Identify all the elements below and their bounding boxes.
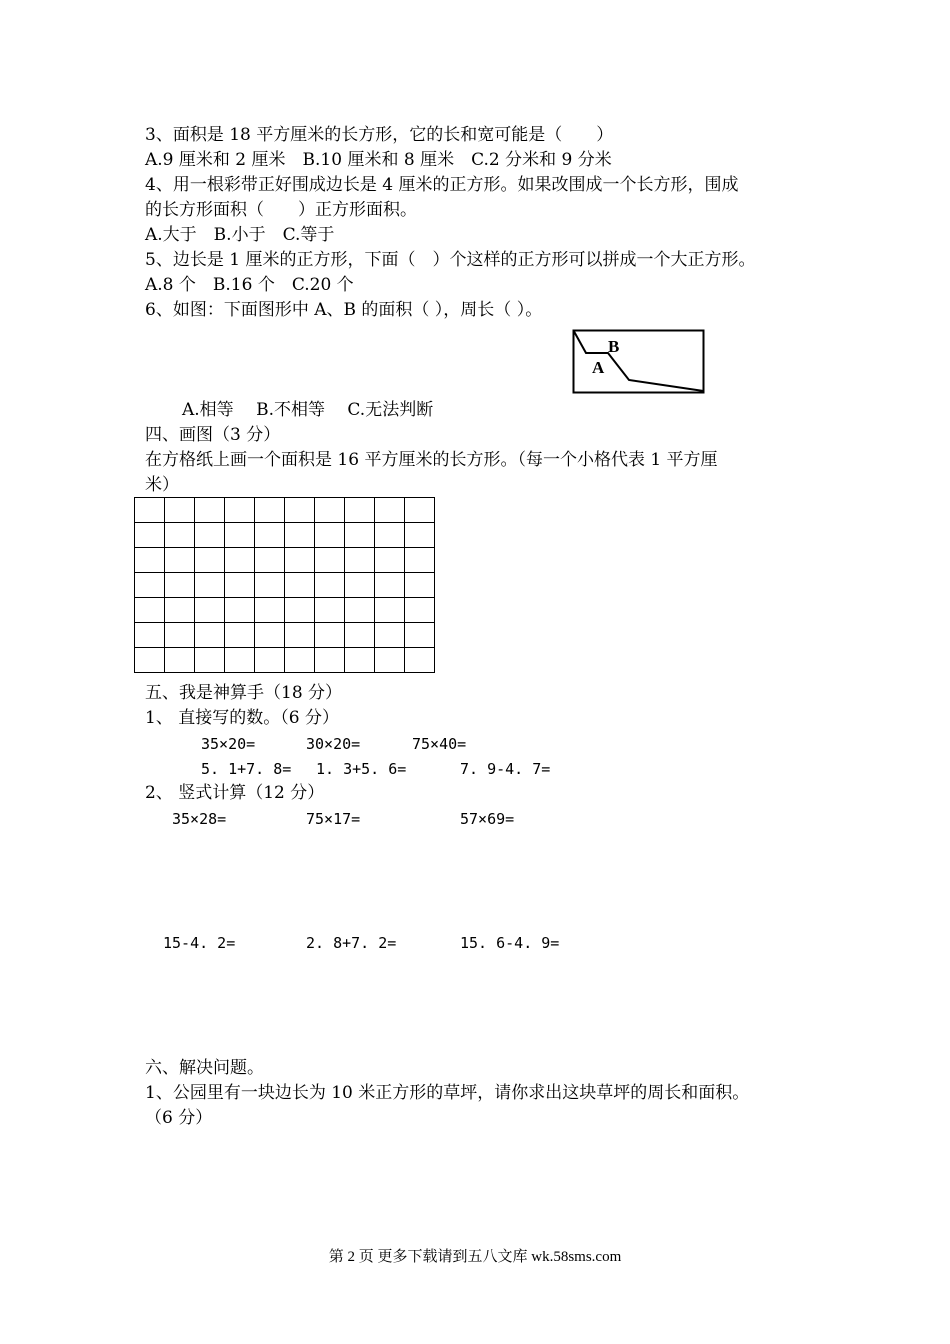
- section5-part2-title: 2、 竖式计算（12 分）: [145, 783, 325, 803]
- direct-calc: 30×20=: [306, 735, 361, 753]
- vertical-calc: 75×17=: [306, 810, 361, 828]
- vertical-calc: 15-4. 2=: [163, 934, 236, 952]
- direct-calc: 75×40=: [412, 735, 467, 753]
- section4-instruction-line2: 米）: [145, 475, 179, 495]
- direct-calc: 1. 3+5. 6=: [316, 760, 407, 778]
- page-footer: 第 2 页 更多下载请到五八文库 wk.58sms.com: [328, 1249, 622, 1265]
- rectangle-figure: [572, 329, 706, 399]
- section5-part1-title: 1、 直接写的数。（6 分）: [145, 708, 339, 728]
- q5-options: A.8 个 B.16 个 C.20 个: [145, 275, 354, 295]
- direct-calc: 7. 9-4. 7=: [460, 760, 551, 778]
- q4-stem-line2: 的长方形面积（ ）正方形面积。: [145, 200, 417, 220]
- direct-calc: 35×20=: [201, 735, 256, 753]
- q3-stem: 3、面积是 18 平方厘米的长方形，它的长和宽可能是（ ）: [145, 125, 614, 145]
- direct-calc: 5. 1+7. 8=: [201, 760, 292, 778]
- section6-q1-line2: （6 分）: [145, 1108, 213, 1128]
- q4-options: A.大于 B.小于 C.等于: [145, 225, 335, 245]
- q5-stem: 5、边长是 1 厘米的正方形，下面（ ）个这样的正方形可以拼成一个大正方形。: [145, 250, 756, 270]
- q6-stem: 6、如图：下面图形中 A、B 的面积（ ），周长（ ）。: [145, 300, 543, 320]
- q4-stem-line1: 4、用一根彩带正好围成边长是 4 厘米的正方形。如果改围成一个长方形，围成: [145, 175, 739, 195]
- section6-title: 六、解决问题。: [145, 1058, 264, 1078]
- section4-title: 四、画图（3 分）: [145, 425, 281, 445]
- square-grid-paper[interactable]: [134, 497, 435, 673]
- vertical-calc: 35×28=: [172, 810, 227, 828]
- q3-options: A.9 厘米和 2 厘米 B.10 厘米和 8 厘米 C.2 分米和 9 分米: [145, 150, 612, 170]
- vertical-calc: 15. 6-4. 9=: [460, 934, 560, 952]
- q6-options: A.相等 B.不相等 C.无法判断: [182, 400, 434, 420]
- section6-q1-line1: 1、公园里有一块边长为 10 米正方形的草坪，请你求出这块草坪的周长和面积。: [145, 1083, 750, 1103]
- figure-label-a: A: [592, 358, 605, 377]
- vertical-calc: 2. 8+7. 2=: [306, 934, 397, 952]
- vertical-calc: 57×69=: [460, 810, 515, 828]
- section4-instruction-line1: 在方格纸上画一个面积是 16 平方厘米的长方形。（每一个小格代表 1 平方厘: [145, 450, 718, 470]
- figure-label-b: B: [608, 337, 620, 356]
- section5-title: 五、我是神算手（18 分）: [145, 683, 343, 703]
